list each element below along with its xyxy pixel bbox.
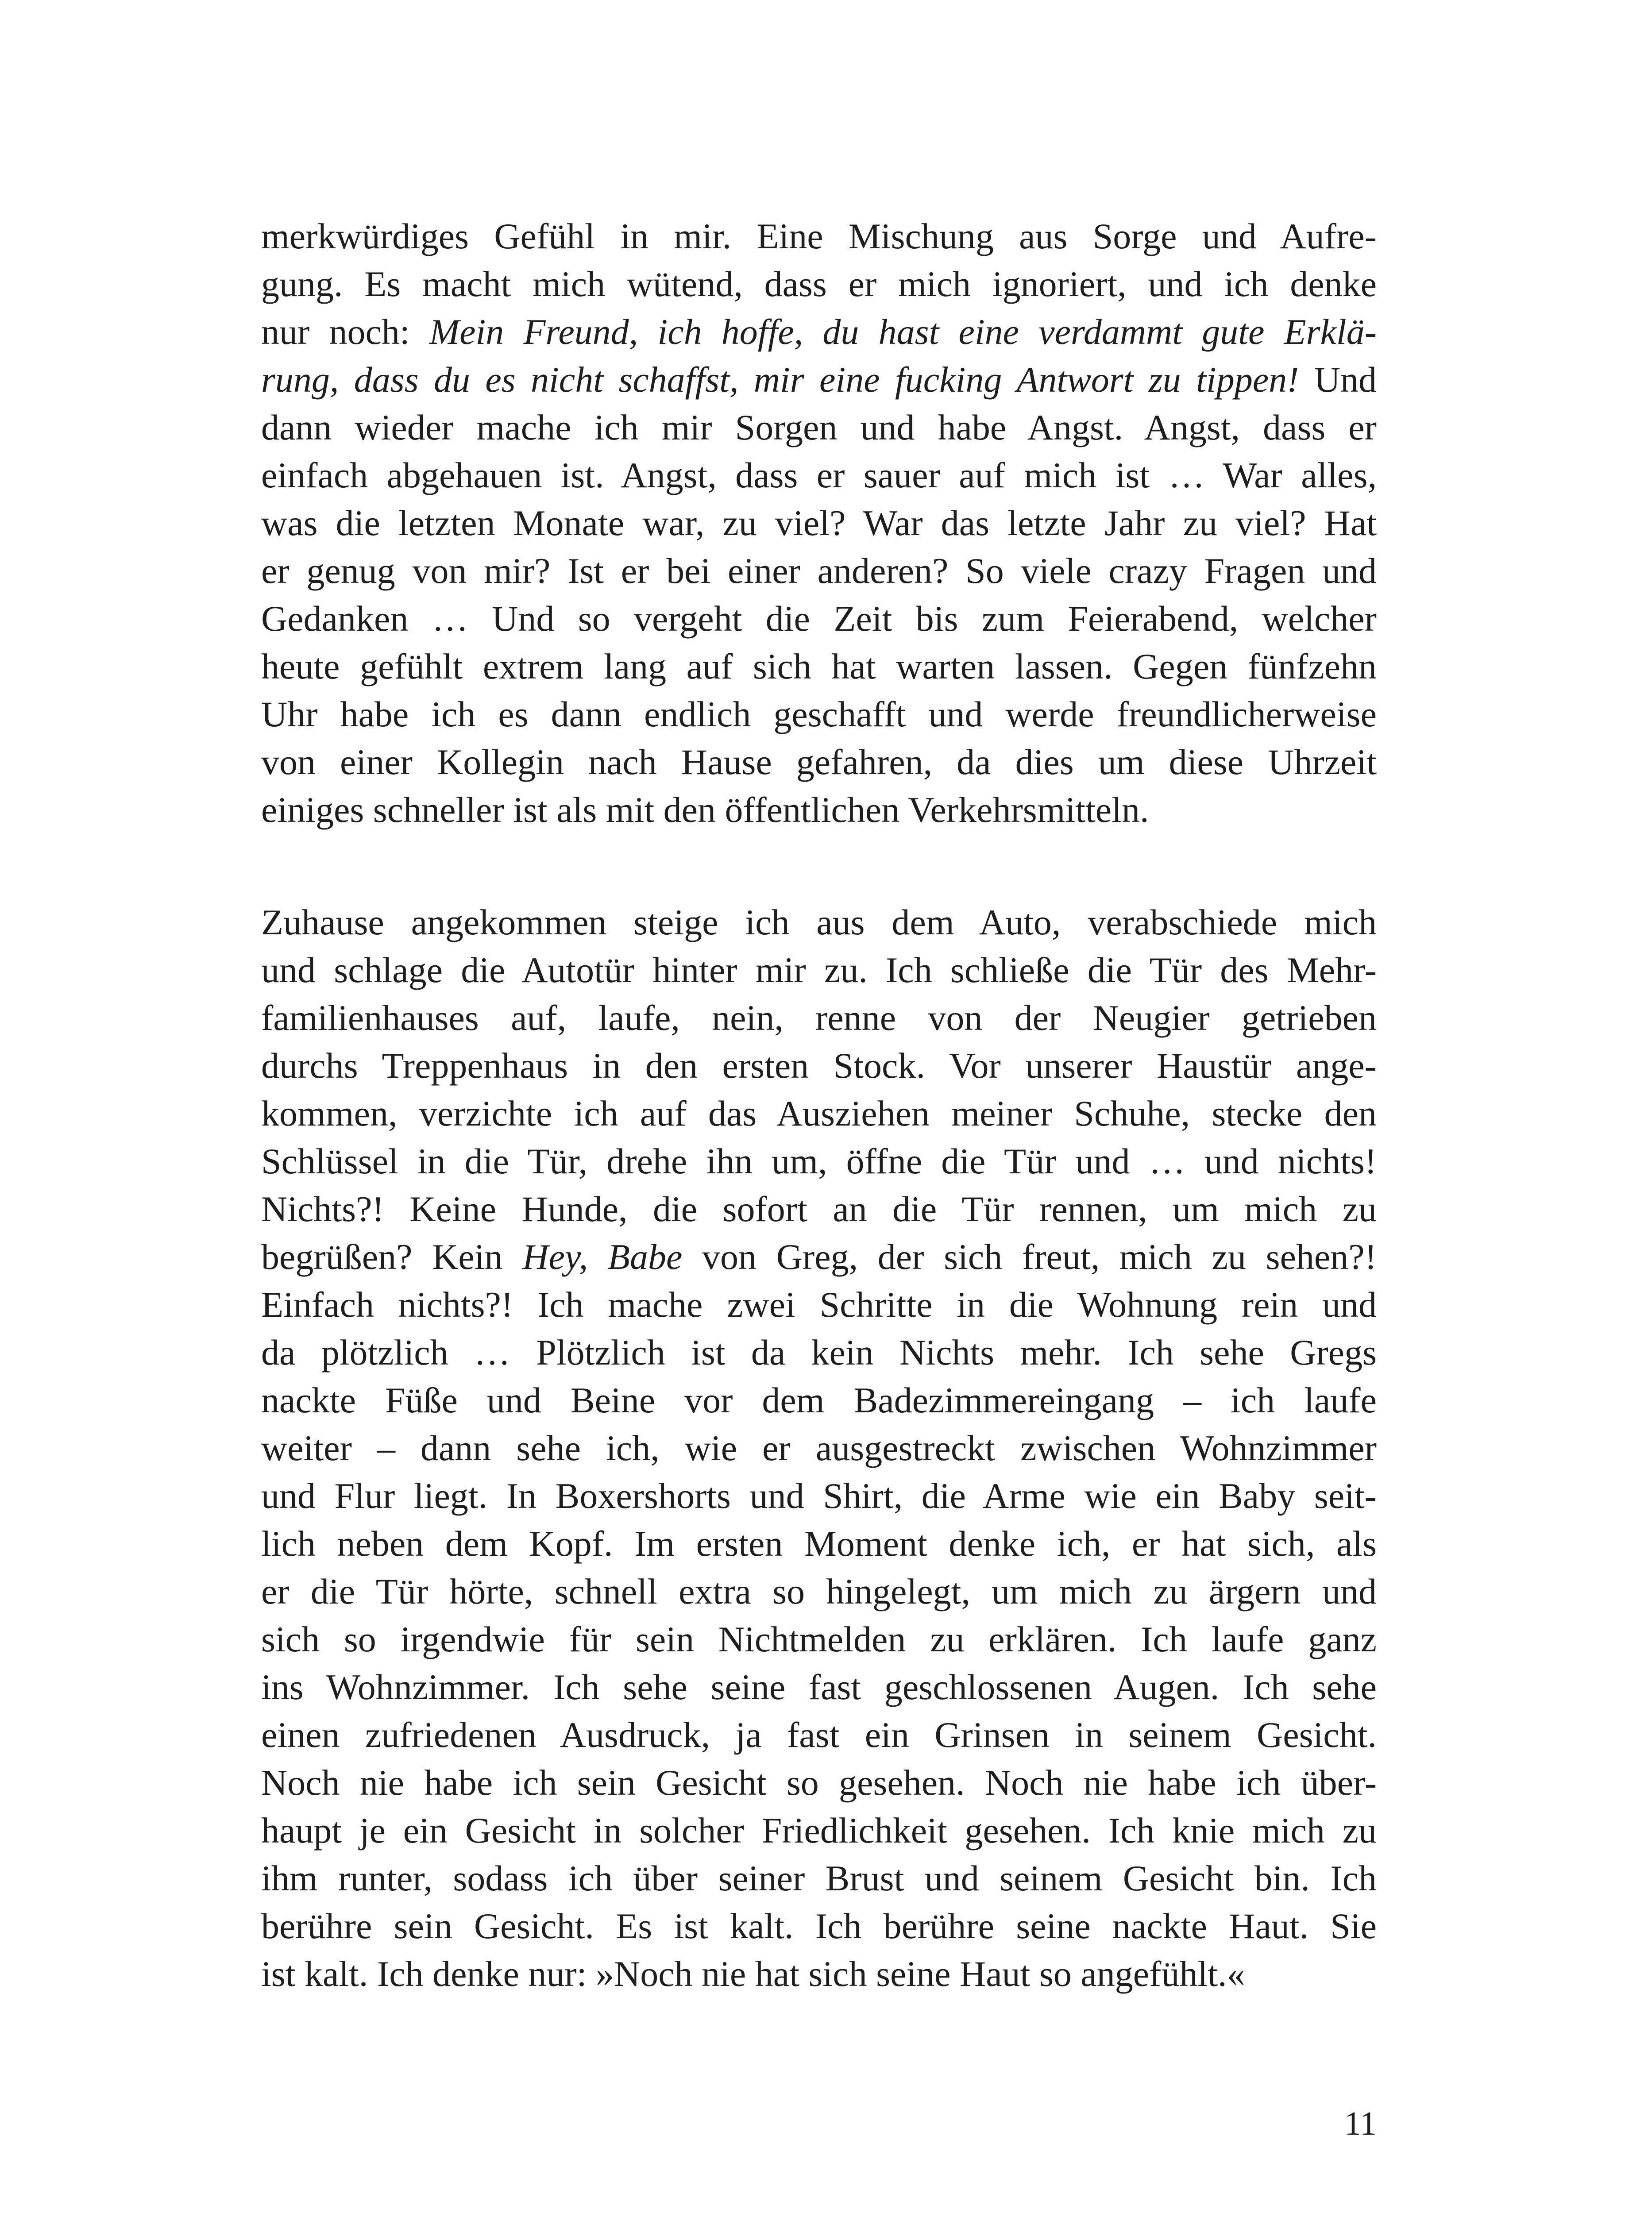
text-segment: einfach abgehauen ist. Angst, dass er sauer auf mich ist … War alles, [261,455,1377,495]
text-line [261,1376,1377,1424]
text-segment: und schlage die Autotür hinter mir zu. Ich schließe die Tür des Mehr- [261,950,1377,990]
text-line [261,1568,1377,1615]
text-line [261,1137,1377,1185]
text-line [261,1759,1377,1807]
text-segment: kommen, verzichte ich auf das Ausziehen meiner Schuhe, stecke den [261,1093,1377,1133]
text-segment: nackte Füße und Beine vor dem Badezimmereingang – ich laufe [261,1380,1377,1420]
text-line [261,1042,1377,1090]
text-line [261,738,1377,786]
text-line [261,595,1377,643]
text-segment: haupt je ein Gesicht in solcher Friedlichkeit gesehen. Ich knie mich zu [261,1810,1377,1851]
paragraph [261,212,1377,834]
text-line [261,994,1377,1042]
text-segment: da plötzlich … Plötzlich ist da kein Nichts mehr. Ich sehe Gregs [261,1332,1377,1373]
text-segment: ist kalt. Ich denke nur: »Noch nie hat sich seine Haut so angefühlt.« [261,1954,1245,1994]
text-line [261,260,1377,308]
italic-text: Hey, Babe [522,1237,683,1277]
text-segment: berühre sein Gesicht. Es ist kalt. Ich berühre seine nackte Haut. Sie [261,1906,1377,1946]
text-line [261,898,1377,946]
text-line [261,356,1377,404]
text-line [261,1424,1377,1472]
italic-text: Mein Freund, ich hoffe, du hast eine verdammt gute Erklä- [429,312,1377,352]
text-segment: Noch nie habe ich sein Gesicht so gesehen. Noch nie habe ich über- [261,1762,1377,1803]
text-segment: Schlüssel in die Tür, drehe ihn um, öffne die Tür und … und nichts! [261,1141,1377,1181]
text-segment: Gedanken … Und so vergeht die Zeit bis zum Feierabend, welcher [261,598,1377,639]
text-line [261,946,1377,994]
text-line [261,451,1377,499]
text-segment: ins Wohnzimmer. Ich sehe seine fast geschlossenen Augen. Ich sehe [261,1667,1377,1707]
text-segment: dann wieder mache ich mir Sorgen und habe Angst. Angst, dass er [261,407,1377,447]
text-line [261,1902,1377,1950]
text-segment: was die letzten Monate war, zu viel? War das letzte Jahr zu viel? Hat [261,503,1377,543]
italic-text: rung, dass du es nicht schaffst, mir eine fucking Antwort zu tippen! [261,359,1299,400]
text-line [261,547,1377,595]
text-line [261,1281,1377,1329]
text-line [261,1329,1377,1376]
text-segment: Und [1299,359,1377,400]
text-line [261,690,1377,738]
text-line [261,1615,1377,1663]
text-segment: lich neben dem Kopf. Im ersten Moment denke ich, er hat sich, als [261,1523,1377,1564]
text-segment: und Flur liegt. In Boxershorts und Shirt, die Arme wie ein Baby seit- [261,1476,1377,1516]
text-line [261,308,1377,356]
text-segment: von einer Kollegin nach Hause gefahren, da dies um diese Uhrzeit [261,742,1377,782]
text-line [261,1185,1377,1233]
text-line [261,1807,1377,1854]
text-line [261,786,1377,834]
text-segment: familienhauses auf, laufe, nein, renne von der Neugier getrieben [261,998,1377,1038]
text-line [261,1233,1377,1281]
text-line [261,1520,1377,1568]
text-line [261,1950,1377,1998]
text-segment: Nichts?! Keine Hunde, die sofort an die Tür rennen, um mich zu [261,1189,1377,1229]
text-segment: sich so irgendwie für sein Nichtmelden zu erklären. Ich laufe ganz [261,1619,1377,1659]
text-line [261,1854,1377,1902]
text-segment: er genug von mir? Ist er bei einer anderen? So viele crazy Fragen und [261,551,1377,591]
text-line [261,1711,1377,1759]
text-line [261,1472,1377,1520]
text-line [261,643,1377,690]
text-segment: einiges schneller ist als mit den öffentlichen Verkehrsmitteln. [261,790,1149,830]
text-line [261,212,1377,260]
text-line [261,1663,1377,1711]
text-segment: heute gefühlt extrem lang auf sich hat warten lassen. Gegen fünfzehn [261,646,1377,686]
paragraph [261,898,1377,1998]
text-segment: einen zufriedenen Ausdruck, ja fast ein Grinsen in seinem Gesicht. [261,1715,1377,1755]
text-segment: begrüßen? Kein [261,1237,523,1277]
text-segment: Zuhause angekommen steige ich aus dem Auto, verabschiede mich [261,902,1377,942]
text-segment: gung. Es macht mich wütend, dass er mich ignoriert, und ich denke [261,264,1377,304]
text-segment: durchs Treppenhaus in den ersten Stock. Vor unserer Haustür ange- [261,1045,1377,1086]
text-segment: von Greg, der sich freut, mich zu sehen?! [682,1237,1377,1277]
text-segment: Einfach nichts?! Ich mache zwei Schritte in die Wohnung rein und [261,1284,1377,1325]
text-segment: weiter – dann sehe ich, wie er ausgestreckt zwischen Wohnzimmer [261,1428,1377,1468]
text-segment: nur noch: [261,312,429,352]
text-line [261,404,1377,451]
text-segment: er die Tür hörte, schnell extra so hingelegt, um mich zu ärgern und [261,1571,1377,1612]
text-segment: merkwürdiges Gefühl in mir. Eine Mischung aus Sorge und Aufre- [261,216,1377,256]
text-line [261,499,1377,547]
page-number: 11 [1344,2105,1377,2142]
text-segment: ihm runter, sodass ich über seiner Brust und seinem Gesicht bin. Ich [261,1858,1377,1898]
text-line [261,1090,1377,1137]
text-segment: Uhr habe ich es dann endlich geschafft und werde freundlicherweise [261,694,1377,734]
